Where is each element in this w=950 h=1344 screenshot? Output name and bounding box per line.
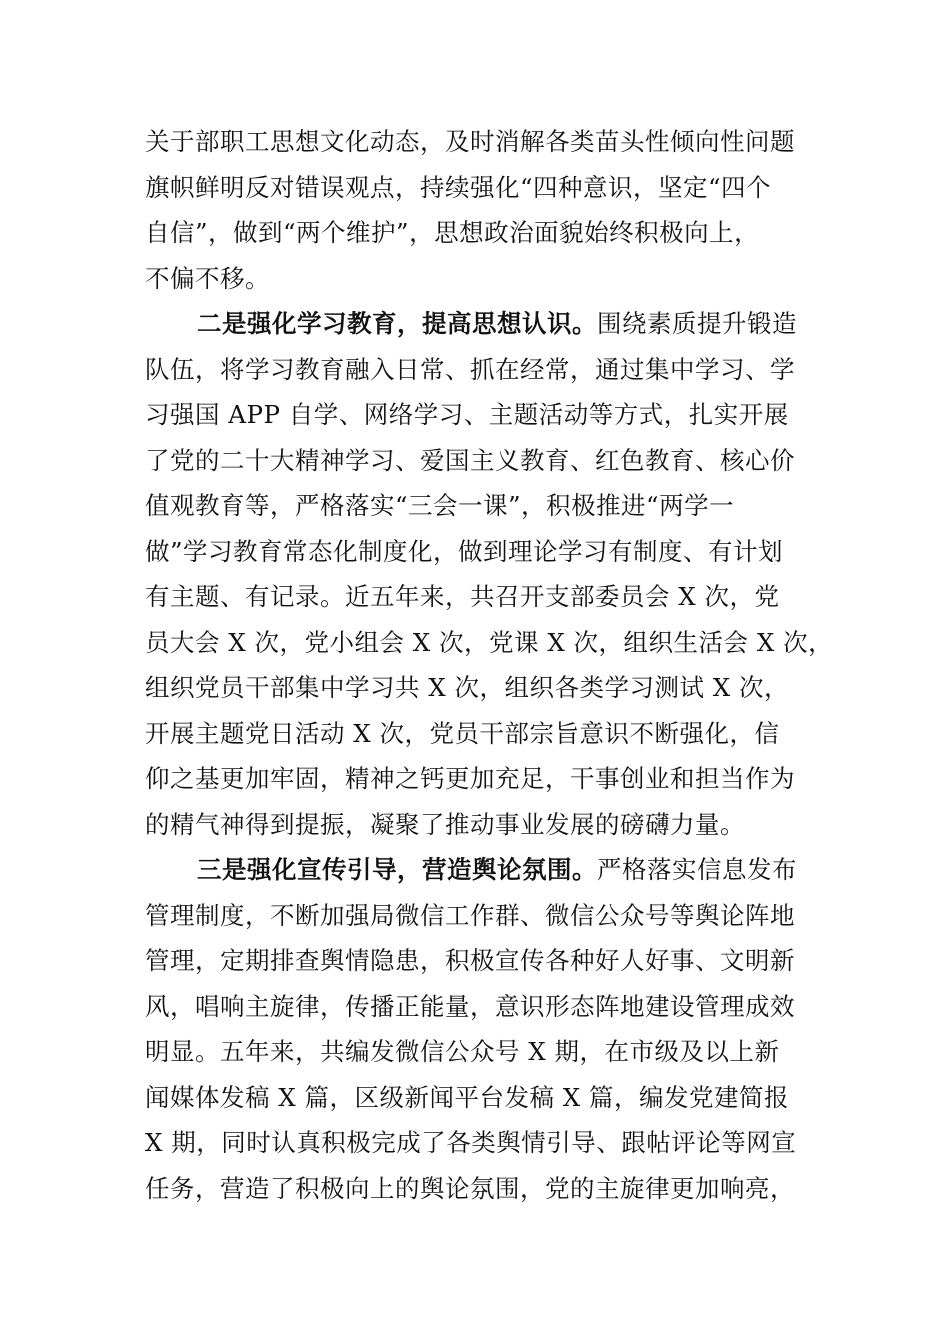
- text-line: 队伍，将学习教育融入日常、抓在经常，通过集中学习、学: [145, 354, 795, 384]
- text-line: 管理制度，不断加强局微信工作群、微信公众号等舆论阵地: [145, 900, 795, 930]
- text-line: 关于部职工思想文化动态，及时消解各类苗头性倾向性问题: [145, 127, 795, 156]
- paragraph-heading: 三是强化宣传引导，营造舆论氛围。: [197, 855, 597, 884]
- text-line: 开展主题党日活动 X 次，党员干部宗旨意识不断强化，信: [145, 718, 780, 748]
- text-run: 严格落实信息发布: [597, 855, 797, 884]
- text-line: 习强国 APP 自学、网络学习、主题活动等方式，扎实开展: [145, 400, 789, 429]
- paragraph-first-line: [145, 301, 825, 347]
- text-line: 值观教育等，严格落实“三会一课”，积极推进“两学一: [145, 491, 735, 520]
- text-line: 风，唱响主旋律，传播正能量，意识形态阵地建设管理成效: [145, 991, 795, 1021]
- text-line: 自信”，做到“两个维护”，思想政治面貌始终积极向上，: [145, 218, 760, 247]
- text-line: 员大会 X 次，党小组会 X 次，党课 X 次，组织生活会 X 次，: [145, 627, 834, 657]
- text-line: 管理，定期排查舆情隐患，积极宣传各种好人好事、文明新: [145, 946, 795, 975]
- text-line: 不偏不移。: [145, 263, 270, 293]
- document-body: [145, 119, 834, 1211]
- text-line: 仰之基更加牢固，精神之钙更加充足，干事创业和担当作为: [145, 764, 795, 793]
- text-line: 有主题、有记录。近五年来，共召开支部委员会 X 次，党: [145, 582, 780, 611]
- paragraph-2: [145, 301, 834, 847]
- paragraph-3: [145, 847, 825, 1211]
- paragraph-1: [145, 119, 825, 301]
- text-line: 做”学习教育常态化制度化，做到理论学习有制度、有计划: [145, 536, 784, 566]
- paragraph-first-line: [145, 847, 825, 893]
- text-line: 的精气神得到提振，凝聚了推动事业发展的磅礴力量。: [145, 809, 745, 839]
- text-line: 了党的二十大精神学习、爱国主义教育、红色教育、核心价: [145, 445, 795, 475]
- paragraph-heading: 二是强化学习教育，提高思想认识。: [197, 309, 597, 338]
- text-line: 闻媒体发稿 X 篇，区级新闻平台发稿 X 篇，编发党建简报: [145, 1082, 790, 1112]
- text-run: 围绕素质提升锻造: [597, 309, 797, 338]
- text-line: 组织党员干部集中学习共 X 次，组织各类学习测试 X 次，: [145, 673, 790, 702]
- text-line: 任务，营造了积极向上的舆论氛围，党的主旋律更加响亮，: [145, 1173, 795, 1203]
- text-line: 旗帜鲜明反对错误观点，持续强化“四种意识，坚定“四个: [145, 172, 772, 202]
- text-line: 明显。五年来，共编发微信公众号 X 期，在市级及以上新: [145, 1037, 780, 1066]
- text-line: X 期，同时认真积极完成了各类舆情引导、跟帖评论等网宣: [145, 1128, 797, 1157]
